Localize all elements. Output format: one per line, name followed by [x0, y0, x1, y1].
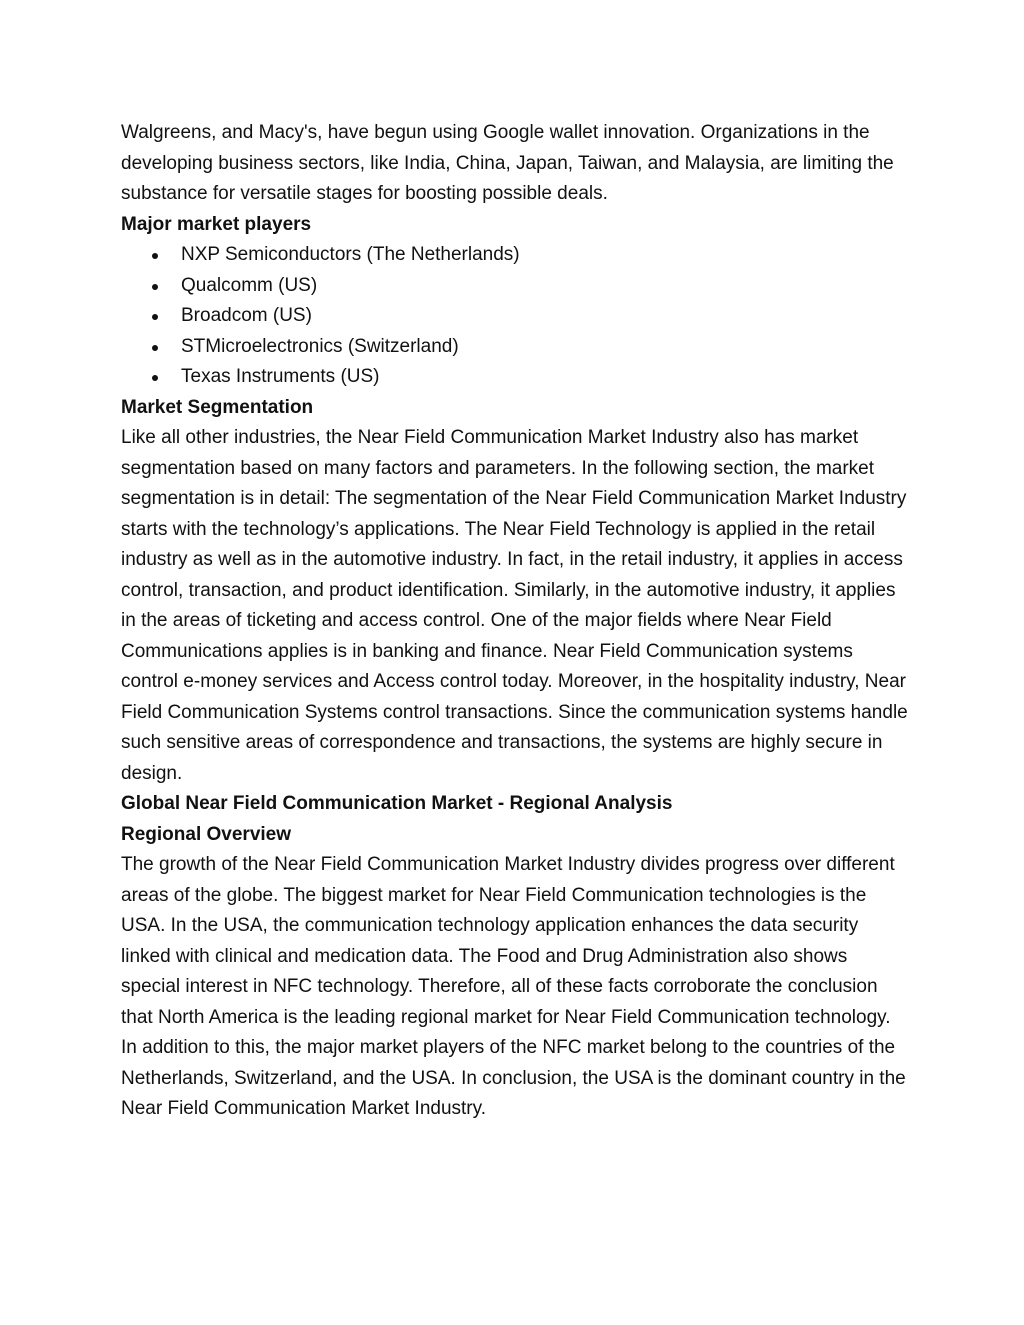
intro-paragraph: Walgreens, and Macy's, have begun using Google wallet innovation. Organizations in the developing business sectors, like India, China, Japan, Taiwan, and Malaysia, are limiting the substance for versatile stages for boosting possible deals.	[121, 122, 894, 204]
list-item	[121, 271, 911, 302]
list-item	[121, 332, 911, 363]
segmentation-heading: Market Segmentation	[121, 396, 314, 418]
bullet-icon	[152, 375, 158, 381]
list-item	[121, 301, 911, 332]
list-item	[121, 362, 911, 393]
player-name: NXP Semiconductors (The Netherlands)	[181, 244, 520, 265]
regional-analysis-heading: Global Near Field Communication Market - Regional Analysis	[121, 793, 673, 814]
regional-paragraph: The growth of the Near Field Communication Market Industry divides progress over different areas of the globe. The biggest market for Near Field Communication technologies is the USA. In the USA, the communication technology application enhances the data security linked with clinical and medication data. The Food and Drug Administration also shows special interest in NFC technology. Therefore, all of these facts corroborate the conclusion that North America is the leading regional market for Near Field Communication technology. In addition to this, the major market players of the NFC market belong to the countries of the Netherlands, Switzerland, and the USA. In conclusion, the USA is the dominant country in the Near Field Communication Market Industry.	[121, 854, 906, 1119]
player-name: STMicroelectronics (Switzerland)	[181, 335, 459, 357]
bullet-icon	[152, 284, 158, 290]
player-name: Broadcom (US)	[181, 305, 312, 326]
bullet-icon	[152, 253, 158, 259]
bullet-icon	[152, 345, 158, 351]
player-name: Qualcomm (US)	[181, 274, 318, 296]
player-name: Texas Instruments (US)	[181, 366, 380, 387]
document-page	[121, 118, 911, 1125]
players-heading: Major market players	[121, 213, 312, 235]
list-item	[121, 240, 911, 271]
bullet-icon	[152, 314, 158, 320]
segmentation-paragraph: Like all other industries, the Near Field Communication Market Industry also has market segmentation based on many factors and parameters. In the following section, the market segmentation is in detail: The segmentation of the Near Field Communication Market Industry starts with the technology’s applications. The Near Field Technology is applied in the retail industry as well as in the automotive industry. In fact, in the retail industry, it applies in access control, transaction, and product identification. Similarly, in the automotive industry, it applies in the areas of ticketing and access control. One of the major fields where Near Field Communications applies is in banking and finance. Near Field Communication systems control e-money services and Access control today. Moreover, in the hospitality industry, Near Field Communication Systems control transactions. Since the communication systems handle such sensitive areas of correspondence and transactions, the systems are highly secure in design.	[121, 427, 908, 784]
regional-overview-heading: Regional Overview	[121, 823, 292, 845]
players-list	[121, 240, 911, 393]
